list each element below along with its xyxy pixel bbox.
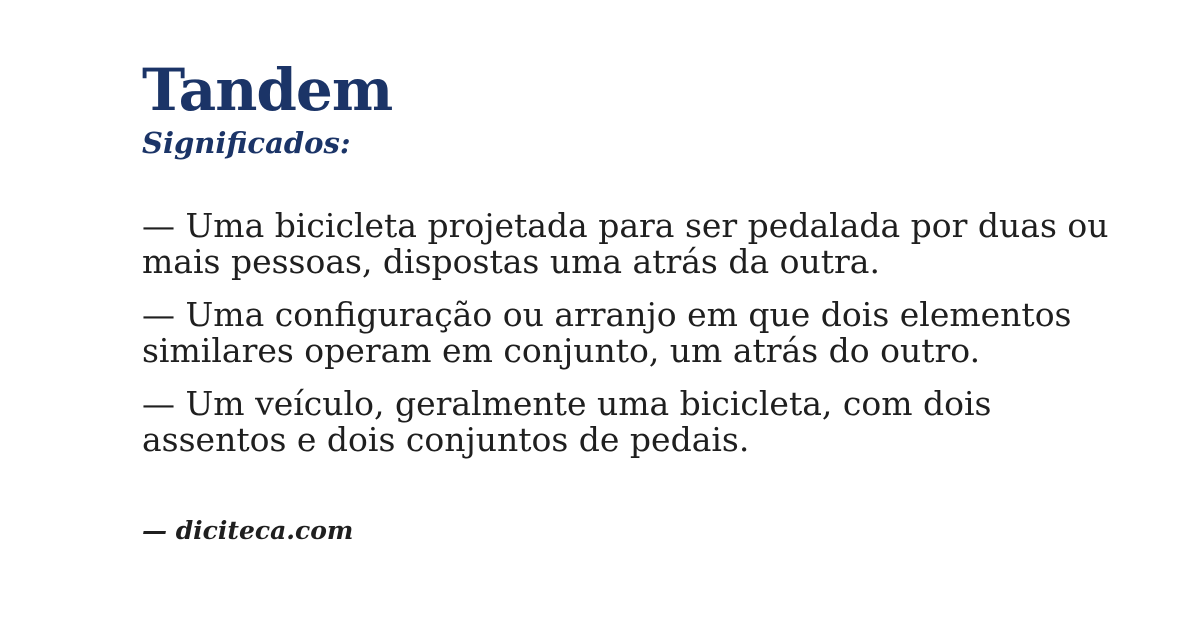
meanings-label: Significados: <box>142 125 351 160</box>
definition-item-1 <box>142 208 1140 280</box>
definition-3-line-2: assentos e dois conjuntos de pedais. <box>142 420 750 460</box>
definition-1-line-2: mais pessoas, dispostas uma atrás da outra. <box>142 242 880 282</box>
attribution: — diciteca.com <box>142 516 354 546</box>
definition-2-line-2: similares operam em conjunto, um atrás do outro. <box>142 331 981 371</box>
definition-item-2 <box>142 297 1140 369</box>
definition-3-line-1: — Um veículo, geralmente uma bicicleta, com dois <box>142 384 992 424</box>
definition-2-line-1: — Uma configuração ou arranjo em que dois elementos <box>142 295 1072 335</box>
word-title: Tandem <box>142 56 393 124</box>
definitions-list <box>142 208 1140 458</box>
definition-item-3 <box>142 386 1140 458</box>
definition-1-line-1: — Uma bicicleta projetada para ser pedalada por duas ou <box>142 206 1109 246</box>
